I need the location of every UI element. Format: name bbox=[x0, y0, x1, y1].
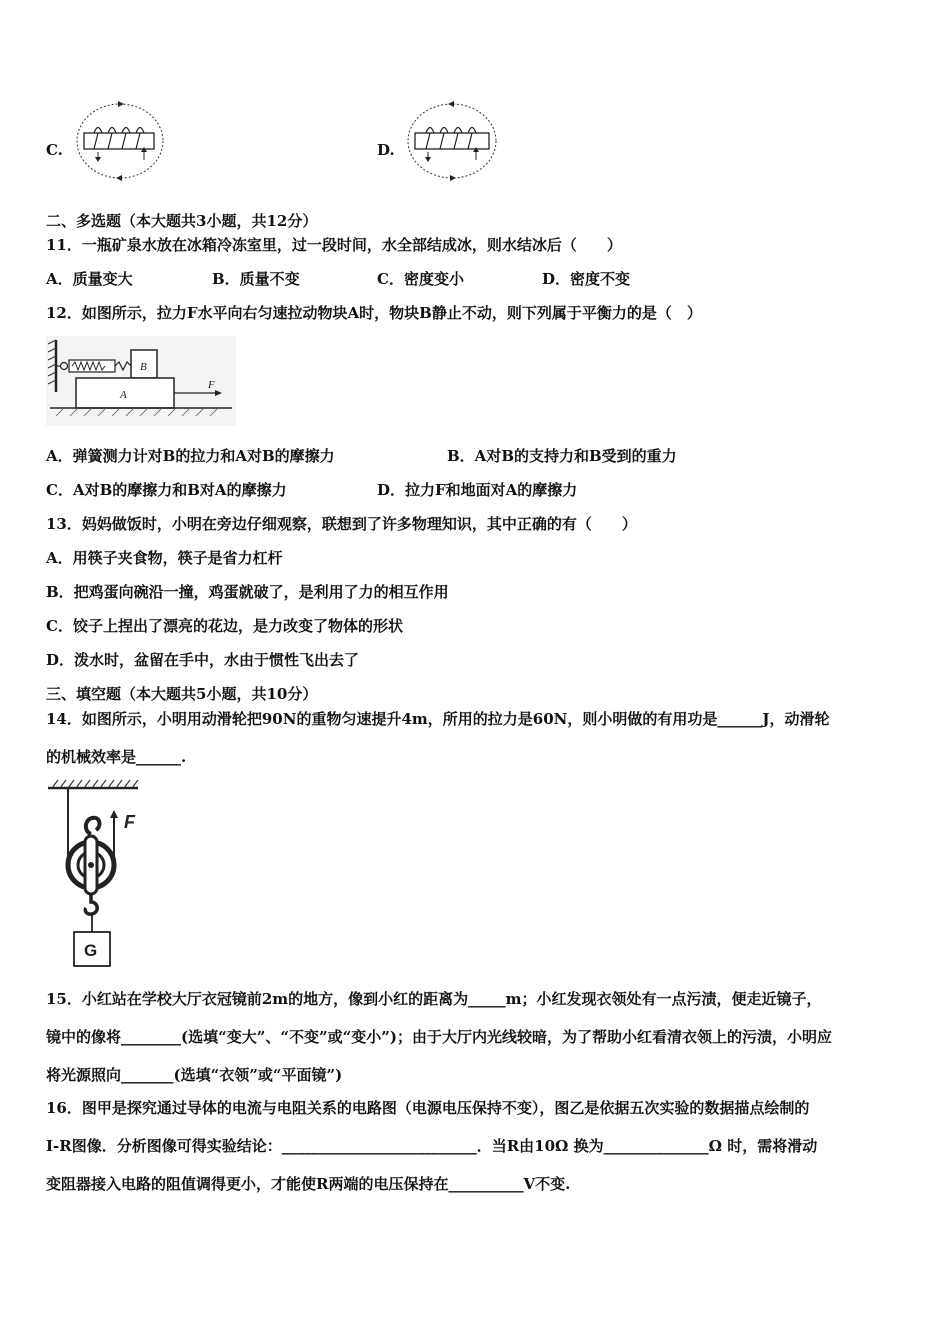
solenoid-figure-c bbox=[74, 100, 166, 182]
q12-option-c: C．A对B的摩擦力和B对A的摩擦力 bbox=[46, 481, 287, 499]
solenoid-figure-d bbox=[404, 100, 500, 182]
section-2-heading: 二、多选题（本大题共3小题，共12分） bbox=[46, 212, 318, 230]
q12-figure-label-b: B bbox=[140, 361, 147, 373]
q13-option-a: A．用筷子夹食物，筷子是省力杠杆 bbox=[46, 549, 283, 567]
q14-figure-label-f: F bbox=[124, 812, 135, 832]
q15-line-1: 15．小红站在学校大厅衣冠镜前2m的地方，像到小红的距离为_____m；小红发现衣领处有一点污渍，便走近镜子， bbox=[46, 990, 822, 1008]
q13-option-c: C．饺子上捏出了漂亮的花边，是力改变了物体的形状 bbox=[46, 617, 403, 635]
q15-line-3: 将光源照向_______(选填“衣领”或“平面镜”) bbox=[46, 1066, 343, 1084]
q16-line-1: 16．图甲是探究通过导体的电流与电阻关系的电路图（电源电压保持不变），图乙是依据五次实验的数据描点绘制的 bbox=[46, 1099, 810, 1117]
q13-stem: 13．妈妈做饭时，小明在旁边仔细观察，联想到了许多物理知识，其中正确的有（ ） bbox=[46, 515, 637, 533]
q12-option-a: A．弹簧测力计对B的拉力和A对B的摩擦力 bbox=[46, 447, 335, 465]
q11-option-d: D．密度不变 bbox=[542, 270, 631, 288]
option-d-label: D. bbox=[377, 141, 395, 159]
q13-option-b: B．把鸡蛋向碗沿一撞，鸡蛋就破了，是利用了力的相互作用 bbox=[46, 583, 449, 601]
q16-line-3: 变阻器接入电路的阻值调得更小，才能使R两端的电压保持在__________V不变. bbox=[46, 1175, 571, 1193]
q12-figure-label-f: F bbox=[208, 379, 215, 391]
option-c-label: C. bbox=[46, 141, 63, 159]
q14-figure-label-g: G bbox=[84, 941, 98, 960]
q12-figure-label-a: A bbox=[120, 389, 127, 401]
q12-option-d: D．拉力F和地面对A的摩擦力 bbox=[377, 481, 578, 499]
q11-stem: 11．一瓶矿泉水放在冰箱冷冻室里，过一段时间，水全部结成冰，则水结冰后（ ） bbox=[46, 236, 622, 254]
q15-line-2: 镜中的像将________(选填“变大”、“不变”或“变小”)；由于大厅内光线较暗，为了帮助小红看清衣领上的污渍，小明应 bbox=[46, 1028, 832, 1046]
q12-figure-spring-blocks bbox=[46, 336, 236, 426]
q13-option-d: D．泼水时，盆留在手中，水由于惯性飞出去了 bbox=[46, 651, 360, 669]
q11-option-b: B．质量不变 bbox=[212, 270, 300, 288]
q12-stem: 12．如图所示，拉力F水平向右匀速拉动物块A时，物块B静止不动，则下列属于平衡力的是（ ） bbox=[46, 304, 702, 322]
q11-option-a: A．质量变大 bbox=[46, 270, 133, 288]
q11-option-c: C．密度变小 bbox=[377, 270, 464, 288]
q14-line-2: 的机械效率是______. bbox=[46, 748, 187, 766]
q14-line-1: 14．如图所示，小明用动滑轮把90N的重物匀速提升4m，所用的拉力是60N，则小明做的有用功是______J，动滑轮 bbox=[46, 710, 830, 728]
q16-line-2: I-R图像．分析图像可得实验结论：__________________________．当R由10Ω 换为______________Ω 时，需将滑动 bbox=[46, 1137, 818, 1155]
q14-figure-pulley bbox=[46, 780, 156, 970]
section-3-heading: 三、填空题（本大题共5小题，共10分） bbox=[46, 685, 318, 703]
q12-option-b: B．A对B的支持力和B受到的重力 bbox=[447, 447, 677, 465]
